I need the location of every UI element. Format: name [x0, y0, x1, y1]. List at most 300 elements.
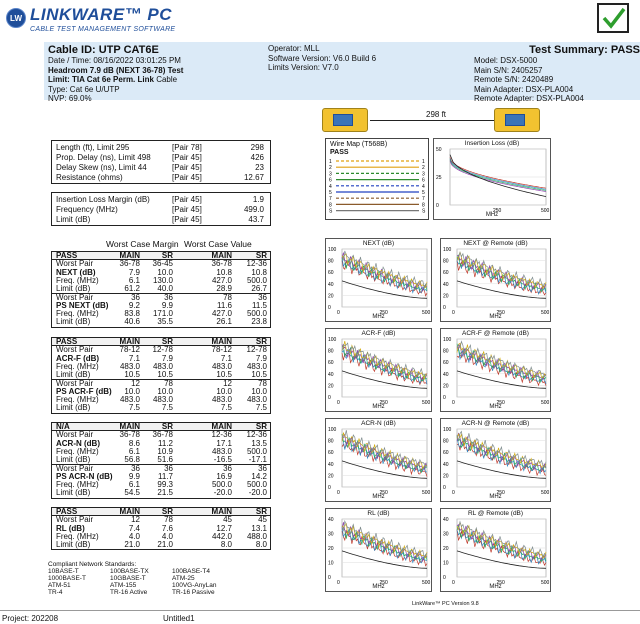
header-cell: SR: [255, 422, 267, 431]
cell-value: 78-12: [119, 345, 140, 355]
row-label: Worst Pair: [56, 515, 94, 525]
x-tick-label: 0: [452, 400, 455, 406]
wire-pin-right: 5: [422, 190, 425, 196]
cell-value: 10.5: [216, 370, 232, 380]
y-tick-label: 100: [328, 337, 337, 343]
row-label: Worst Pair: [56, 430, 94, 440]
x-tick-label: 0: [337, 490, 340, 496]
x-tick-label: 500: [422, 490, 431, 496]
cell-value: 500.0: [246, 446, 267, 456]
x-tick-label: 250: [496, 490, 505, 496]
row-label: Limit (dB): [56, 403, 91, 413]
wire-pin-right: 2: [422, 165, 425, 172]
cell-value: 78: [223, 293, 232, 303]
header-cell: MAIN: [211, 337, 232, 346]
cell-value: 483.0: [211, 395, 232, 405]
operator: Operator: MLL: [268, 44, 320, 53]
measurement-table: [51, 251, 271, 328]
standard-item: TR-4: [48, 589, 63, 596]
cell-value: 12: [223, 379, 232, 389]
standard-item: 100BASE-TX: [110, 568, 149, 575]
graph-panel: [440, 508, 551, 592]
graph-title: ACR-F (dB): [361, 330, 396, 337]
kv-label: Delay Skew (ns), Limit 44: [56, 163, 147, 172]
pass-check-icon: [597, 3, 629, 33]
summary-middle: [268, 44, 376, 73]
cell-value: 78: [164, 515, 173, 525]
cell-value: 10.9: [157, 446, 173, 456]
graph-title: NEXT @ Remote (dB): [463, 240, 528, 247]
cell-value: 16.9: [216, 471, 232, 481]
y-tick-label: 40: [328, 281, 334, 288]
cell-value: 21.5: [157, 488, 173, 498]
cell-value: 10.0: [124, 386, 140, 396]
graph-xlabel: MHz: [489, 494, 502, 500]
cell-value: 36: [164, 464, 173, 474]
cell-value: 488.0: [246, 531, 267, 541]
x-tick-label: 0: [337, 400, 340, 406]
kv-pair: [Pair 45]: [172, 205, 202, 214]
y-tick-label: 100: [328, 427, 337, 433]
cell-value: 36-45: [152, 259, 173, 269]
standard-item: 10BASE-T: [48, 568, 79, 575]
cell-value: 7.6: [161, 523, 173, 533]
cell-value: 21.0: [157, 540, 173, 550]
graph-title: ACR-N (dB): [361, 420, 396, 427]
header-cell: MAIN: [119, 507, 140, 516]
model: Model: DSX-5000: [474, 56, 538, 65]
y-tick-label: 80: [328, 258, 334, 265]
cell-value: 36-78: [119, 430, 140, 440]
table-row: [52, 318, 270, 326]
row-label: PS NEXT (dB): [56, 300, 109, 310]
cell-value: 13.5: [251, 438, 267, 448]
wire-pin-right: 4: [422, 183, 425, 190]
cell-value: 9.9: [161, 300, 173, 310]
cell-value: 9.2: [128, 300, 140, 310]
date-time: Date / Time: 08/16/2022 03:01:25 PM: [48, 56, 181, 65]
version-footnote: LinkWare™ PC Version 9.8: [412, 601, 479, 607]
insertion-loss-table: [51, 192, 271, 226]
standard-item: 1000BASE-T: [48, 575, 86, 582]
cell-value: 12-36: [246, 430, 267, 440]
row-label: Worst Pair: [56, 379, 94, 389]
row-label: PS ACR-N (dB): [56, 471, 113, 481]
cell-value: 12-36: [211, 430, 232, 440]
x-tick-label: 250: [379, 310, 388, 316]
row-label: Freq. (MHz): [56, 275, 99, 285]
kv-label: Length (ft), Limit 295: [56, 143, 130, 152]
x-tick-label: 0: [337, 580, 340, 586]
cell-value: 7.5: [220, 403, 232, 413]
wire-pin-right: 3: [422, 171, 425, 178]
header-cell: SR: [161, 251, 173, 260]
x-tick-label: 250: [493, 208, 502, 214]
kv-row: [52, 163, 270, 173]
kv-pair: [Pair 45]: [172, 195, 202, 204]
cell-value: 7.9: [255, 353, 267, 363]
kv-value: 426: [250, 153, 264, 162]
header-cell: MAIN: [211, 507, 232, 516]
row-label: Freq. (MHz): [56, 446, 99, 456]
x-tick-label: 0: [337, 310, 340, 316]
wire-pin-right: 7: [422, 196, 425, 203]
x-tick-label: 0: [452, 580, 455, 586]
cell-value: 10.5: [157, 370, 173, 380]
y-tick-label: 50: [436, 147, 442, 153]
cell-value: 11.6: [217, 300, 232, 310]
x-tick-label: 500: [422, 400, 431, 406]
graph-panel: [325, 238, 432, 322]
y-tick-label: 40: [328, 371, 334, 378]
graph-xlabel: MHz: [489, 404, 502, 410]
row-label: Limit (dB): [56, 317, 91, 327]
cell-value: 12-78: [246, 345, 267, 355]
cell-value: 10.8: [216, 267, 232, 277]
cell-value: 483.0: [152, 361, 173, 371]
graph-xlabel: MHz: [372, 494, 385, 500]
graph-xlabel: MHz: [489, 314, 502, 320]
row-label: Worst Pair: [56, 345, 94, 355]
cell-value: 17.1: [216, 438, 232, 448]
y-tick-label: 0: [328, 485, 331, 491]
wire-pin-right: S: [422, 208, 426, 215]
standard-item: TR-16 Passive: [172, 589, 215, 596]
graph-title: RL @ Remote (dB): [467, 510, 524, 517]
wire-pin-left: 7: [329, 196, 332, 203]
cell-value: 61.2: [124, 284, 140, 294]
y-tick-label: 20: [443, 473, 449, 480]
header-cell: MAIN: [119, 422, 140, 431]
cell-value: 10.5: [251, 370, 267, 380]
cell-value: 36: [164, 293, 173, 303]
header-cell: N/A: [56, 422, 70, 431]
cell-value: 36: [258, 293, 267, 303]
header-cell: PASS: [56, 507, 78, 516]
header-cell: MAIN: [211, 422, 232, 431]
wire-pin-right: 1: [422, 159, 425, 165]
kv-value: 43.7: [248, 215, 264, 224]
y-tick-label: 100: [443, 247, 452, 253]
measurement-table: [51, 507, 271, 550]
cell-value: 51.6: [157, 455, 173, 465]
cell-value: 12: [131, 515, 140, 525]
cell-value: 10.0: [251, 386, 267, 396]
standard-item: 100VG-AnyLan: [172, 582, 217, 589]
y-tick-label: 80: [328, 438, 334, 445]
cell-value: 11.7: [158, 471, 173, 481]
header-cell: SR: [161, 337, 173, 346]
row-label: Limit (dB): [56, 370, 91, 380]
cell-value: 4.0: [128, 531, 140, 541]
link-line: [370, 120, 494, 121]
row-label: ACR-N (dB): [56, 438, 100, 448]
y-tick-label: 80: [328, 348, 334, 355]
cell-value: 483.0: [211, 361, 232, 371]
cell-value: -20.0: [213, 488, 232, 498]
cell-value: 11.5: [252, 300, 267, 310]
standards-title: Compliant Network Standards:: [48, 561, 137, 568]
cell-value: 13.1: [251, 523, 267, 533]
row-label: PS ACR-F (dB): [56, 386, 112, 396]
kv-row: [52, 195, 270, 205]
x-tick-label: 500: [422, 580, 431, 586]
y-tick-label: 40: [443, 371, 449, 378]
cell-value: 483.0: [119, 361, 140, 371]
standard-item: 10GBASE-T: [110, 575, 146, 582]
cell-value: 7.5: [161, 403, 173, 413]
x-tick-label: 250: [496, 310, 505, 316]
cell-value: 10.8: [251, 267, 267, 277]
cell-value: 40.6: [124, 317, 140, 327]
cell-value: 10.0: [157, 386, 173, 396]
cell-value: 483.0: [119, 395, 140, 405]
y-tick-label: 10: [328, 560, 334, 567]
header-cell: SR: [255, 337, 267, 346]
wire-pin-left: 2: [329, 165, 332, 172]
y-tick-label: 60: [443, 270, 449, 277]
row-label: Worst Pair: [56, 464, 94, 474]
wire-pin-left: 1: [329, 159, 332, 165]
project-name: Project: 202208: [2, 614, 59, 623]
graph-title: ACR-N @ Remote (dB): [461, 420, 530, 427]
standard-item: ATM-25: [172, 575, 195, 582]
row-label: Freq. (MHz): [56, 480, 99, 490]
kv-label: Limit (dB): [56, 215, 91, 224]
cell-value: 171.0: [152, 309, 173, 319]
worst-case-value-heading: Worst Case Value: [184, 239, 252, 249]
y-tick-label: 0: [328, 305, 331, 311]
header-cell: SR: [255, 507, 267, 516]
cell-value: 7.5: [128, 403, 140, 413]
graph-title: Insertion Loss (dB): [464, 140, 520, 147]
header-cell: SR: [255, 251, 267, 260]
cell-value: 12.7: [216, 523, 232, 533]
y-tick-label: 60: [443, 450, 449, 457]
wire-pin-left: 3: [329, 171, 332, 178]
cell-value: 45: [223, 515, 232, 525]
row-label: NEXT (dB): [56, 267, 96, 277]
kv-label: Prop. Delay (ns), Limit 498: [56, 153, 151, 162]
y-tick-label: 20: [443, 293, 449, 300]
wire-pin-left: 4: [329, 183, 332, 190]
cell-value: 12: [131, 379, 140, 389]
cell-value: -16.5: [213, 455, 232, 465]
cell-value: 7.4: [128, 523, 140, 533]
cell-value: 130.0: [152, 275, 173, 285]
table-row: [52, 456, 270, 464]
y-tick-label: 100: [443, 427, 452, 433]
measurement-table: [51, 422, 271, 499]
x-tick-label: 500: [541, 208, 550, 214]
y-tick-label: 20: [328, 383, 334, 390]
compliant-standards: [48, 561, 217, 598]
wire-map: [325, 138, 429, 220]
graph-title: ACR-F @ Remote (dB): [462, 330, 529, 337]
cell-value: 8.0: [255, 540, 267, 550]
cell-value: 26.7: [251, 284, 267, 294]
row-label: Freq. (MHz): [56, 531, 99, 541]
remote-tester-icon: [494, 108, 540, 132]
cell-value: 483.0: [211, 446, 232, 456]
cell-value: 483.0: [246, 395, 267, 405]
graph-trace: [457, 252, 546, 289]
cell-value: -20.0: [248, 488, 267, 498]
cell-value: 36-78: [119, 259, 140, 269]
y-tick-label: 0: [443, 485, 446, 491]
cell-value: 40.0: [157, 284, 173, 294]
header-cell: MAIN: [119, 251, 140, 260]
cell-value: 54.5: [124, 488, 140, 498]
row-label: Limit (dB): [56, 540, 91, 550]
y-tick-label: 20: [443, 546, 449, 552]
y-tick-label: 80: [443, 348, 449, 355]
row-label: Limit (dB): [56, 455, 91, 465]
kv-row: [52, 173, 270, 183]
y-tick-label: 80: [443, 258, 449, 265]
y-tick-label: 60: [443, 360, 449, 367]
y-tick-label: 30: [328, 531, 334, 538]
wire-pin-left: S: [329, 208, 333, 215]
cell-value: 99.3: [157, 480, 173, 490]
kv-row: [52, 205, 270, 215]
worst-case-margin-heading: Worst Case Margin: [106, 239, 179, 249]
kv-row: [52, 153, 270, 163]
kv-label: Resistance (ohms): [56, 173, 123, 182]
cell-value: 14.2: [251, 471, 267, 481]
y-tick-label: 40: [328, 461, 334, 468]
file-name: Untitled1: [163, 614, 195, 623]
wire-map-title: Wire Map (T568B): [330, 141, 388, 148]
linkware-logo: LW: [6, 8, 26, 28]
summary-left: [48, 44, 183, 104]
graph-xlabel: MHz: [489, 584, 502, 590]
cell-value: 8.0: [220, 540, 232, 550]
row-label: Limit (dB): [56, 488, 91, 498]
cable-id: Cable ID: UTP CAT6E: [48, 44, 159, 56]
x-tick-label: 250: [496, 400, 505, 406]
kv-pair: [Pair 45]: [172, 173, 202, 182]
kv-label: Insertion Loss Margin (dB): [56, 195, 150, 204]
main-sn: Main S/N: 2405257: [474, 65, 543, 75]
header-cell: MAIN: [119, 337, 140, 346]
y-tick-label: 40: [328, 517, 334, 523]
graph-panel: [325, 508, 432, 592]
y-tick-label: 10: [443, 560, 449, 567]
cell-value: 36: [131, 464, 140, 474]
summary-band: [44, 42, 640, 103]
cell-value: 10.5: [124, 370, 140, 380]
standard-item: ATM-51: [48, 582, 71, 589]
cell-value: 500.0: [246, 275, 267, 285]
header-cell: PASS: [56, 251, 78, 260]
cell-value: 6.1: [128, 446, 140, 456]
cell-value: 78: [258, 379, 267, 389]
cable-type: Type: Cat 6e U/UTP: [48, 84, 120, 94]
brand-name: LINKWARE™ PC: [30, 5, 172, 24]
x-tick-label: 250: [496, 580, 505, 586]
row-label: Freq. (MHz): [56, 395, 99, 405]
footer-divider: [0, 610, 640, 611]
y-tick-label: 20: [328, 473, 334, 480]
cell-value: 8.6: [128, 438, 140, 448]
cell-value: 78: [164, 379, 173, 389]
cell-value: 28.9: [216, 284, 232, 294]
report-header: [0, 0, 640, 42]
wire-pin-left: 8: [329, 202, 332, 209]
row-label: Worst Pair: [56, 293, 94, 303]
x-tick-label: 500: [541, 490, 550, 496]
cell-value: 10.0: [157, 267, 173, 277]
graph-panel: [325, 418, 432, 502]
y-tick-label: 0: [328, 395, 331, 401]
kv-value: 23: [255, 163, 264, 172]
graph-xlabel: MHz: [372, 584, 385, 590]
remote-adapter: Remote Adapter: DSX-PLA004: [474, 94, 584, 103]
table-row: [52, 285, 270, 293]
cell-value: 500.0: [246, 480, 267, 490]
y-tick-label: 25: [436, 175, 442, 181]
cell-value: 56.8: [124, 455, 140, 465]
y-tick-label: 80: [443, 438, 449, 445]
cell-value: 500.0: [246, 309, 267, 319]
y-tick-label: 0: [443, 575, 446, 581]
table-row: [52, 541, 270, 549]
x-tick-label: 500: [422, 310, 431, 316]
y-tick-label: 40: [443, 461, 449, 468]
cell-value: 6.1: [128, 480, 140, 490]
main-tester-icon: [322, 108, 368, 132]
cell-value: 12-78: [152, 345, 173, 355]
standard-item: ATM-155: [110, 582, 137, 589]
cell-value: 4.0: [161, 531, 173, 541]
x-tick-label: 250: [379, 490, 388, 496]
cell-value: 36: [223, 464, 232, 474]
standard-item: 100BASE-T4: [172, 568, 210, 575]
graph-title: RL (dB): [367, 510, 390, 517]
kv-row: [52, 215, 270, 225]
x-tick-label: 250: [379, 580, 388, 586]
y-tick-label: 100: [328, 247, 337, 253]
wire-pin-left: 5: [329, 190, 332, 196]
kv-value: 499.0: [243, 205, 264, 214]
cell-value: 500.0: [211, 480, 232, 490]
y-tick-label: 20: [443, 383, 449, 390]
limit-line: [450, 155, 546, 197]
row-label: Freq. (MHz): [56, 361, 99, 371]
y-tick-label: 100: [443, 337, 452, 343]
cell-value: 7.5: [255, 403, 267, 413]
table-row: [52, 371, 270, 379]
brand-subtitle: CABLE TEST MANAGEMENT SOFTWARE: [30, 26, 176, 33]
cell-value: 7.1: [220, 353, 232, 363]
graph-title: NEXT (dB): [362, 240, 395, 247]
wire-pin-right: 6: [422, 177, 425, 184]
y-tick-label: 0: [328, 575, 331, 581]
cell-value: 6.1: [128, 275, 140, 285]
wire-map-status: PASS: [330, 149, 349, 156]
graph-panel: [433, 138, 551, 220]
length-table: [51, 140, 271, 184]
cell-value: 21.0: [124, 540, 140, 550]
kv-row: [52, 143, 270, 153]
cell-value: 36: [258, 464, 267, 474]
row-label: Limit (dB): [56, 284, 91, 294]
x-tick-label: 500: [541, 580, 550, 586]
main-adapter: Main Adapter: DSX-PLA004: [474, 84, 574, 94]
wire-pin-left: 6: [329, 177, 332, 184]
cell-value: 35.5: [157, 317, 173, 327]
